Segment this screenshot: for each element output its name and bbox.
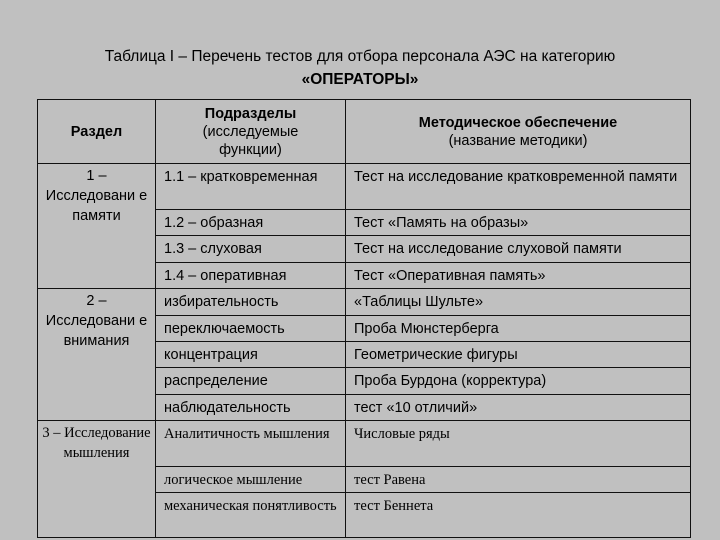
- subsection-cell: 1.2 – образная: [156, 210, 346, 236]
- section-cell: 3 – Исследование мышления: [38, 421, 156, 538]
- method-cell: Тест на исследование слуховой памяти: [346, 236, 691, 263]
- tests-table: [37, 99, 691, 538]
- header-section-label: Раздел: [70, 123, 123, 140]
- table-row: [38, 164, 691, 210]
- method-cell: Тест на исследование кратковременной памяти: [346, 164, 691, 210]
- method-cell: Тест «Оперативная память»: [346, 263, 691, 289]
- section-cell: 2 – Исследовани е внимания: [38, 289, 156, 421]
- method-cell: Тест «Память на образы»: [346, 210, 691, 236]
- subsection-cell: Аналитичность мышления: [156, 421, 346, 467]
- subsection-cell: 1.3 – слуховая: [156, 236, 346, 263]
- header-subsections: [156, 100, 346, 164]
- header-method-note: (название методики): [448, 132, 588, 149]
- header-method-bold: Методическое обеспечение: [418, 114, 618, 131]
- method-cell: Проба Бурдона (корректура): [346, 368, 691, 395]
- header-sub-note: (исследуемые функции): [202, 123, 299, 158]
- subsection-cell: избирательность: [156, 289, 346, 316]
- subsection-cell: 1.4 – оперативная: [156, 263, 346, 289]
- table-row: [38, 289, 691, 316]
- header-methods: [346, 100, 691, 164]
- header-section: [38, 100, 156, 164]
- title-line-1: Таблица I – Перечень тестов для отбора персонала АЭС на категорию: [104, 48, 616, 65]
- subsection-cell: концентрация: [156, 342, 346, 368]
- title-line-2: «ОПЕРАТОРЫ»: [301, 71, 419, 88]
- subsection-cell: механическая понятливость: [156, 493, 346, 538]
- method-cell: «Таблицы Шульте»: [346, 289, 691, 316]
- method-cell: Геометрические фигуры: [346, 342, 691, 368]
- subsection-cell: переключаемость: [156, 316, 346, 342]
- subsection-cell: распределение: [156, 368, 346, 395]
- document-title: [0, 45, 720, 91]
- subsection-cell: наблюдательность: [156, 395, 346, 421]
- table-row: [38, 421, 691, 467]
- header-sub-bold: Подразделы: [204, 105, 297, 122]
- method-cell: тест Беннета: [346, 493, 691, 538]
- method-cell: тест «10 отличий»: [346, 395, 691, 421]
- method-cell: тест Равена: [346, 467, 691, 493]
- subsection-cell: 1.1 – кратковременная: [156, 164, 346, 210]
- method-cell: Проба Мюнстерберга: [346, 316, 691, 342]
- method-cell: Числовые ряды: [346, 421, 691, 467]
- section-cell: 1 – Исследовани е памяти: [38, 164, 156, 289]
- subsection-cell: логическое мышление: [156, 467, 346, 493]
- header-row: [38, 100, 691, 164]
